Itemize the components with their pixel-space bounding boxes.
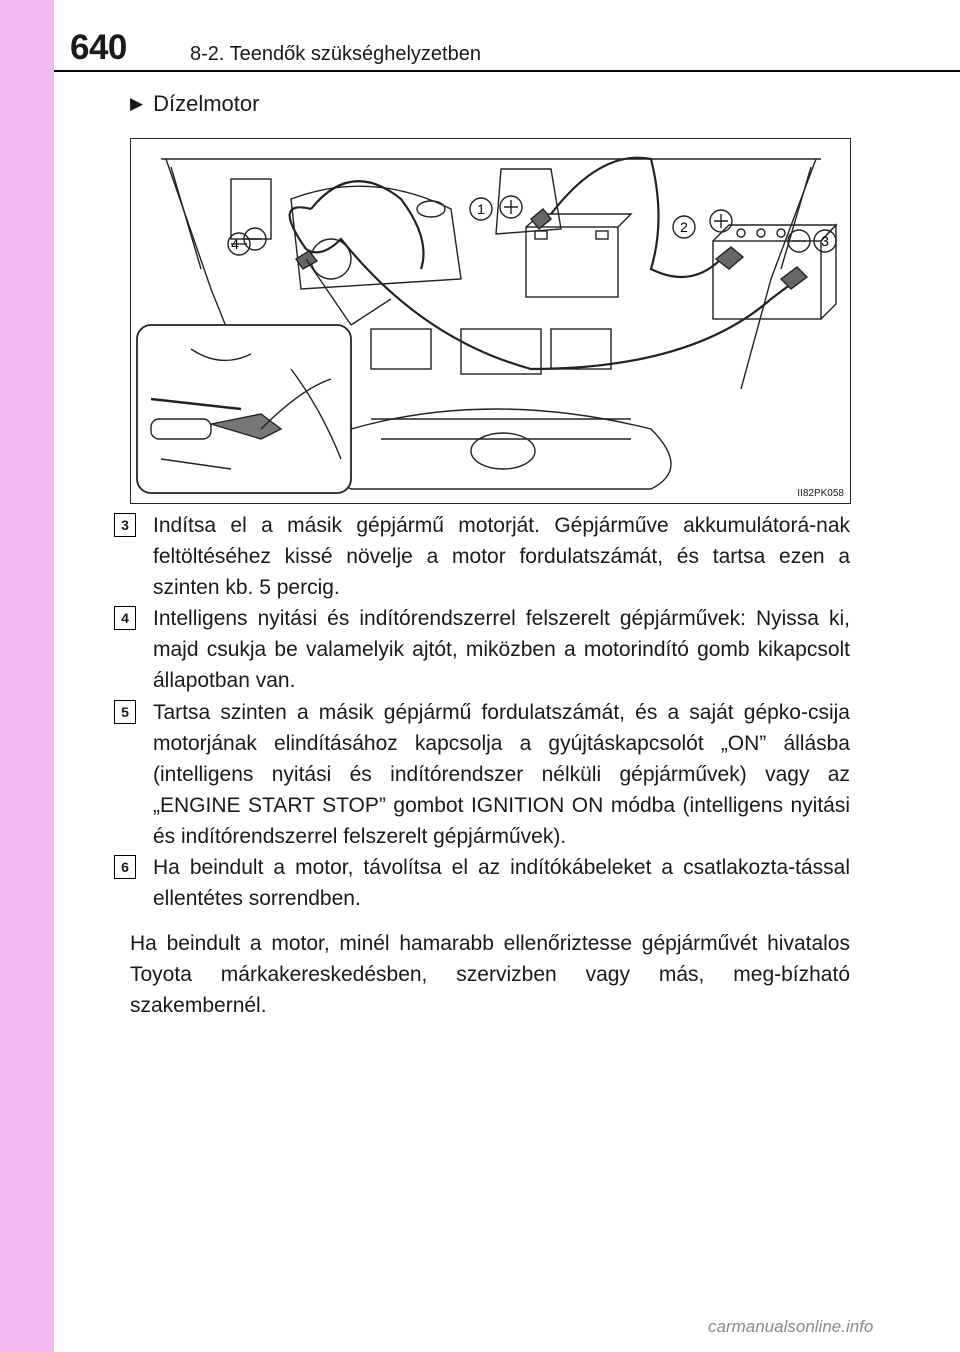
closing-note: Ha beindult a motor, minél hamarabb ellenőriztesse gépjárművét hivatalos Toyota márkakereskedésben, szervizben vagy más, meg-bízható szakembernél. xyxy=(130,932,850,1017)
header-rule xyxy=(54,70,960,72)
step-3 xyxy=(114,510,850,603)
step-text: Tartsa szinten a másik gépjármű fordulatszámát, és a saját gépko-csija motorjának elindításához kapcsolja a gyújtáskapcsolót „ON” állásba (intelligens nyitási és indítórendszer nélküli gépjárművek) vagy az „ENGINE START STOP” gombot IGNITION ON módba (intelligens nyitási és indítórendszerrel felszerelt gépjárművek). xyxy=(153,701,850,848)
label-4: 4 xyxy=(231,236,239,252)
page-number: 640 xyxy=(70,28,127,67)
step-number-badge: 4 xyxy=(114,606,136,630)
step-number-badge: 3 xyxy=(114,513,136,537)
label-1: 1 xyxy=(477,201,485,217)
engine-illustration xyxy=(131,139,849,502)
chapter-side-tab xyxy=(0,0,54,1352)
step-number-badge: 5 xyxy=(114,700,136,724)
step-text: Ha beindult a motor, távolítsa el az indítókábeleket a csatlakozta-tással ellentétes sorrendben. xyxy=(153,856,850,910)
figure-code: II82PK058 xyxy=(797,488,844,499)
label-3: 3 xyxy=(821,233,829,249)
step-5 xyxy=(114,697,850,852)
subheading xyxy=(130,91,259,117)
step-number-badge: 6 xyxy=(114,855,136,879)
subheading-text: Dízelmotor xyxy=(153,91,260,116)
triangle-right-icon: ▶ xyxy=(130,94,144,113)
step-4 xyxy=(114,603,850,696)
step-text: Indítsa el a másik gépjármű motorját. Gépjárműve akkumulátorá-nak feltöltéséhez kissé növelje a motor fordulatszámát, és tartsa ezen a szinten kb. 5 percig. xyxy=(153,514,850,599)
jump-start-diagram xyxy=(130,138,851,504)
step-text: Intelligens nyitási és indítórendszerrel felszerelt gépjárművek: Nyissa ki, majd csukja be valamelyik ajtót, miközben a motorindító gomb kikapcsolt állapotban van. xyxy=(153,607,850,692)
step-6 xyxy=(114,852,850,914)
section-title: 8-2. Teendők szükséghelyzetben xyxy=(190,43,481,65)
site-watermark: carmanualsonline.info xyxy=(708,1317,874,1336)
label-2: 2 xyxy=(680,219,688,235)
